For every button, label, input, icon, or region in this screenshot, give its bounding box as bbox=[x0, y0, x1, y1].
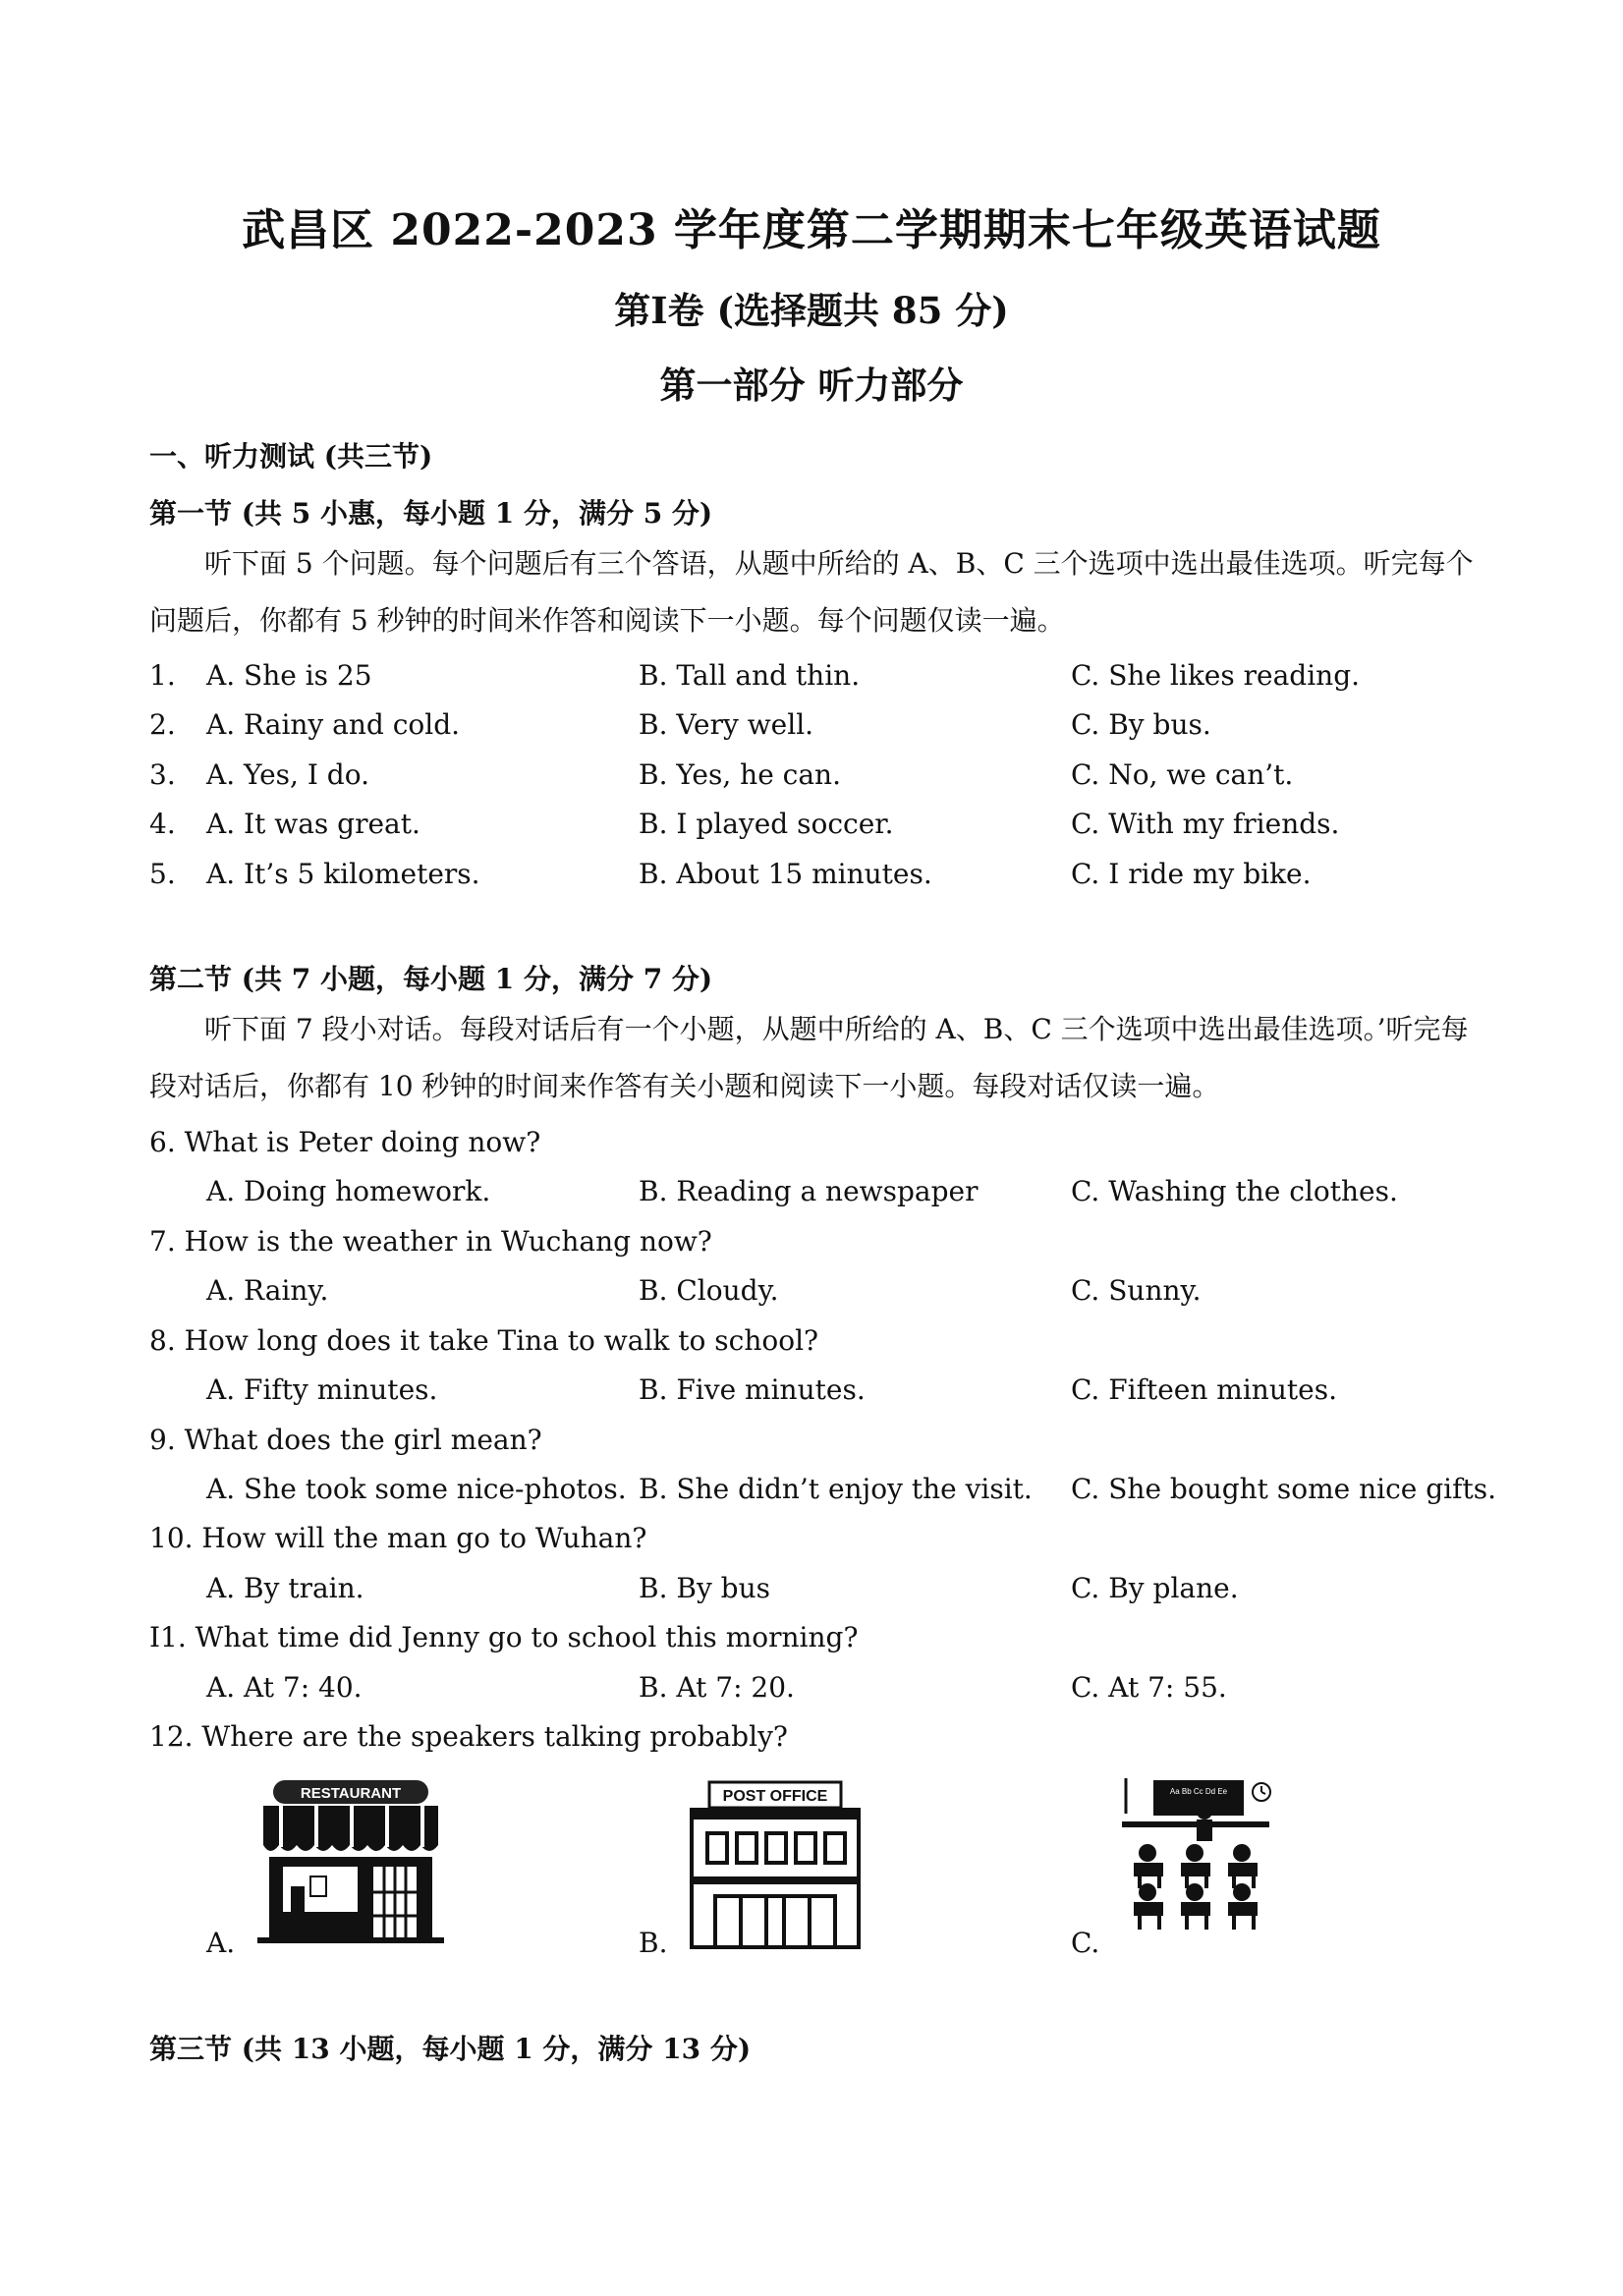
option-a: A. By train. bbox=[206, 1572, 364, 1604]
option-b: B. Five minutes. bbox=[639, 1373, 866, 1406]
option-a: A. She is 25 bbox=[206, 659, 372, 692]
option-b: B. Cloudy. bbox=[639, 1274, 779, 1307]
section2-heading: 第二节 (共 7 小题，每小题 1 分，满分 7 分) bbox=[149, 963, 713, 995]
option-c: C. Sunny. bbox=[1071, 1274, 1202, 1307]
option-c: C. She bought some nice gifts. bbox=[1071, 1473, 1496, 1505]
question-number: 4. bbox=[149, 808, 176, 840]
section-main-heading: 一、听力测试 (共三节) bbox=[149, 440, 433, 473]
option-b: B. Tall and thin. bbox=[639, 659, 861, 692]
option-b: B. Reading a newspaper bbox=[639, 1175, 979, 1207]
restaurant-picture bbox=[257, 1776, 444, 1943]
option-c: C. By bus. bbox=[1071, 708, 1211, 741]
option-b: B. About 15 minutes. bbox=[639, 858, 932, 890]
volume-title: 第Ⅰ卷 (选择题共 85 分) bbox=[614, 289, 1009, 332]
question-number: 2. bbox=[149, 708, 176, 741]
post-office-picture bbox=[686, 1778, 865, 1951]
option-b: B. By bus bbox=[639, 1572, 770, 1604]
option-a: A. Doing homework. bbox=[206, 1175, 491, 1207]
option-c: C. bbox=[1071, 1927, 1100, 1959]
option-a: A. It’s 5 kilometers. bbox=[206, 858, 480, 890]
question-text: 7. How is the weather in Wuchang now? bbox=[149, 1225, 712, 1258]
section1-heading: 第一节 (共 5 小惠，每小题 1 分，满分 5 分) bbox=[149, 497, 713, 530]
option-b: B. She didn’t enjoy the visit. bbox=[639, 1473, 1033, 1505]
option-a: A. Rainy. bbox=[206, 1274, 329, 1307]
question-number: 3. bbox=[149, 758, 176, 791]
option-c: C. By plane. bbox=[1071, 1572, 1239, 1604]
option-c: C. No, we can’t. bbox=[1071, 758, 1294, 791]
option-a: A. It was great. bbox=[206, 808, 420, 840]
option-b: B. Yes, he can. bbox=[639, 758, 841, 791]
question-number: 5. bbox=[149, 858, 176, 890]
section1-instructions: 听下面 5 个问题。每个问题后有三个答语，从题中所给的 A、B、C 三个选项中选出最佳选项。听完每个问题后，你都有 5 秒钟的时间米作答和阅读下一小题。每个问题仅读一遍。 bbox=[149, 547, 1474, 637]
option-c: C. With my friends. bbox=[1071, 808, 1340, 840]
option-c: C. I ride my bike. bbox=[1071, 858, 1312, 890]
option-a: A. At 7: 40. bbox=[206, 1671, 363, 1704]
section3-heading: 第三节 (共 13 小题，每小题 1 分，满分 13 分) bbox=[149, 2033, 752, 2065]
option-c: C. Washing the clothes. bbox=[1071, 1175, 1398, 1207]
option-c: C. She likes reading. bbox=[1071, 659, 1361, 692]
option-a: A. Yes, I do. bbox=[206, 758, 369, 791]
option-a: A. bbox=[206, 1927, 236, 1959]
option-b: B. bbox=[639, 1927, 668, 1959]
section2-instructions: 听下面 7 段小对话。每段对话后有一个小题，从题中所给的 A、B、C 三个选项中选出最佳选项。’听完每段对话后，你都有 10 秒钟的时间来作答有关小题和阅读下一小题。每段对话仅读一遍。 bbox=[149, 1013, 1469, 1102]
option-a: A. She took some nice-photos. bbox=[206, 1473, 627, 1505]
option-c: C. At 7: 55. bbox=[1071, 1671, 1227, 1704]
option-a: A. Fifty minutes. bbox=[206, 1373, 438, 1406]
post-office-sign-text: POST OFFICE bbox=[722, 1788, 828, 1805]
option-a: A. Rainy and cold. bbox=[206, 708, 461, 741]
option-b: B. I played soccer. bbox=[639, 808, 894, 840]
option-b: B. At 7: 20. bbox=[639, 1671, 795, 1704]
option-b: B. Very well. bbox=[639, 708, 814, 741]
option-c: C. Fifteen minutes. bbox=[1071, 1373, 1337, 1406]
svg-text:Aa Bb Cc Dd Ee: Aa Bb Cc Dd Ee bbox=[1169, 1787, 1228, 1796]
exam-title: 武昌区 2022-2023 学年度第二学期期末七年级英语试题 bbox=[242, 205, 1381, 255]
classroom-picture bbox=[1118, 1774, 1279, 1941]
restaurant-sign-text: RESTAURANT bbox=[300, 1785, 402, 1802]
question-text: I1. What time did Jenny go to school this morning? bbox=[149, 1621, 859, 1653]
question-text: 12. Where are the speakers talking probably? bbox=[149, 1720, 788, 1753]
question-text: 8. How long does it take Tina to walk to school? bbox=[149, 1324, 819, 1357]
question-text: 6. What is Peter doing now? bbox=[149, 1126, 541, 1158]
question-text: 10. How will the man go to Wuhan? bbox=[149, 1522, 647, 1554]
question-number: 1. bbox=[149, 659, 176, 692]
question-text: 9. What does the girl mean? bbox=[149, 1424, 542, 1456]
part-title: 第一部分 听力部分 bbox=[659, 364, 964, 407]
